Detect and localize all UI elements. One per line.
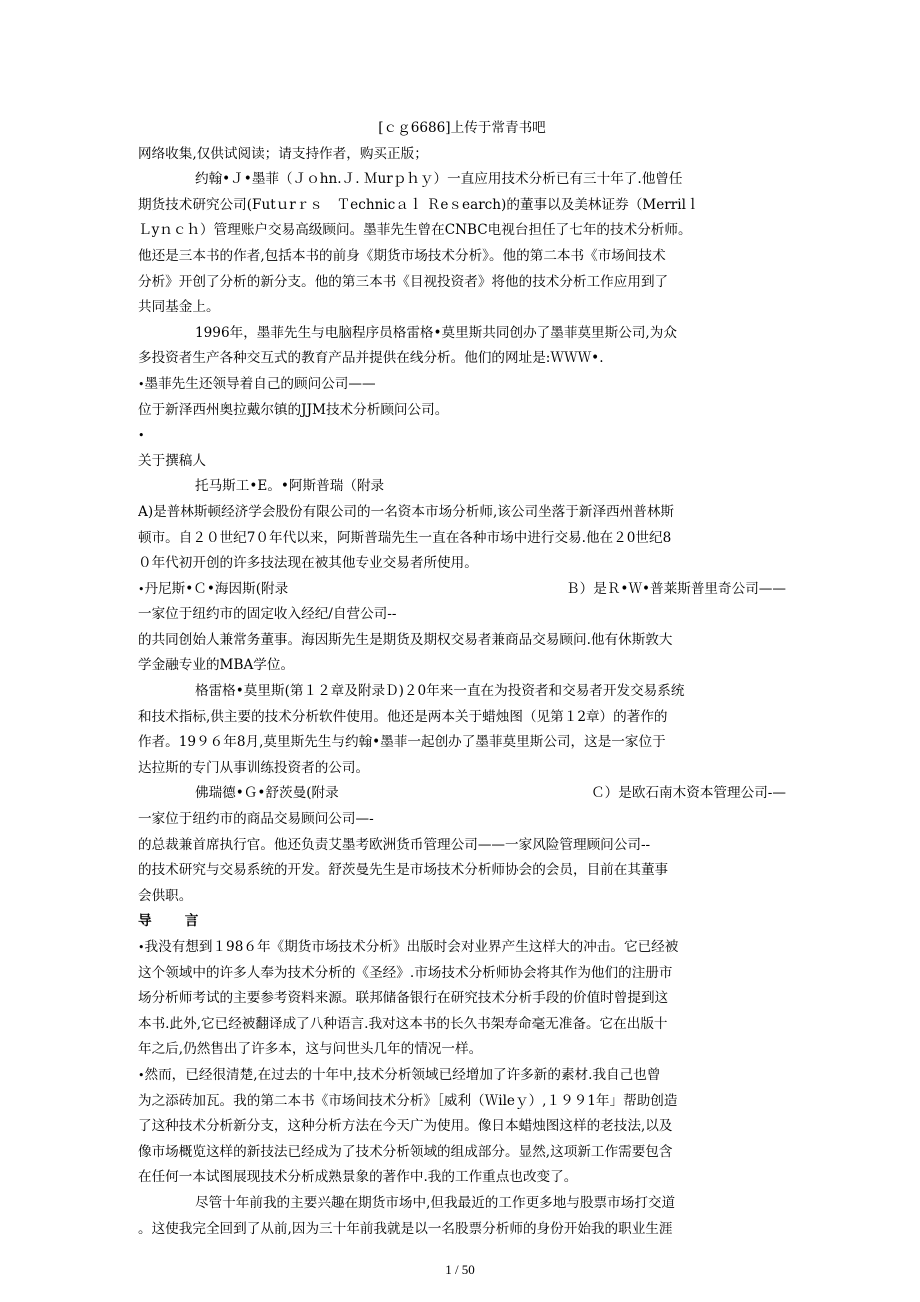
text-line: 多投资者生产各种交互式的教育产品并提供在线分析。他们的网址是:ＷＷＷ•. — [138, 350, 604, 367]
empty-bullet-line — [138, 423, 786, 449]
text-line: 尽管十年前我的主要兴趣在期货市场中,但我最近的工作更多地与股票市场打交道 — [195, 1194, 676, 1211]
text-line: 顿市。自２０世纪7０年代以来，阿斯普瑞先生一直在各种市场中进行交易.他在２0世纪8 — [138, 529, 672, 546]
text-line: 的技术研究与交易系统的开发。舒茨曼先生是市场技术分析师协会的会员，目前在其董事 — [138, 862, 669, 879]
text-line — [138, 781, 786, 807]
intro-heading: 导 言 — [138, 913, 201, 930]
text-line — [138, 372, 786, 398]
text-line: 格雷格•莫里斯(第１２章及附录Ｄ)２0年来一直在为投资者和交易者开发交易系统 — [195, 683, 685, 700]
text-line: 会供职。 — [138, 887, 193, 904]
text-line: 位于新泽西州奥拉戴尔镇的JJM技术分析顾问公司。 — [138, 401, 449, 418]
text-line: 共同基金上。 — [138, 299, 220, 316]
text-line: 这个领域中的许多人奉为技术分析的《圣经》.市场技术分析师协会将其作为他们的注册市 — [138, 964, 673, 981]
text-line: Ｌyｎｃｈ）管理账户交易高级顾问。墨菲先生曾在CNBC电视台担任了七年的技术分析师。 — [138, 222, 692, 239]
text-span: 然而，已经很清楚,在过去的十年中,技术分析领域已经增加了许多新的素材.我自己也曾 — [144, 1066, 661, 1083]
text-line — [138, 935, 786, 961]
reading-notice: 网络收集,仅供试阅读；请支持作者，购买正版； — [138, 145, 428, 162]
text-span: 佛瑞德•Ｇ•舒茨曼(附录 — [195, 785, 339, 802]
upload-header: [ｃｇ6686]上传于常青书吧 — [378, 120, 546, 136]
text-line: 场分析师考试的主要参考资料来源。联邦储备银行在研究技术分析手段的价值时曾提到这 — [138, 990, 669, 1007]
text-line: A)是普林斯顿经济学会股份有限公司的一名资本市场分析师,该公司坐落于新泽西州普林斯 — [138, 503, 675, 520]
text-line: 分析》开创了分析的新分支。他的第三本书《目视投资者》将他的技术分析工作应用到了 — [138, 273, 669, 290]
text-line: 学金融专业的MBA学位。 — [138, 657, 295, 674]
text-line: 作者。19９６年8月,莫里斯先生与约翰•墨菲一起创办了墨菲莫里斯公司，这是一家位于 — [138, 734, 666, 751]
text-line: 约翰•Ｊ•墨菲（Ｊｏhn.Ｊ. Ｍurｐｈｙ）一直应用技术分析已有三十年了.他曾任 — [195, 171, 683, 188]
document-body — [138, 116, 786, 1242]
text-line: 1996年，墨菲先生与电脑程序员格雷格•莫里斯共同创办了墨菲莫里斯公司,为众 — [195, 324, 677, 341]
text-line: 和技术指标,供主要的技术分析软件使用。他还是两本关于蜡烛图（见第１2章）的著作的 — [138, 708, 668, 725]
text-line: 一家位于纽约市的固定收入经纪/自营公司-- — [138, 606, 397, 623]
text-span — [138, 577, 288, 603]
text-line: 托马斯工•E。•阿斯普瑞（附录 — [195, 478, 385, 495]
text-line: 本书.此外,它已经被翻译成了八种语言.我对这本书的长久书架寿命毫无准备。它在出版十 — [138, 1015, 668, 1032]
contributors-title: 关于撰稿人 — [138, 452, 206, 469]
text-line: 期货技术研究公司(Futｕrｒｓ Ｔechnicａｌ Ｒeｓearch)的董事以及美林证券（Merrilｌ — [138, 196, 700, 213]
text-line: 一家位于纽约市的商品交易顾问公司—- — [138, 811, 374, 828]
text-span: 墨菲先生还领导着自己的顾问公司—— — [144, 375, 376, 392]
text-line: 为之添砖加瓦。我的第二本书《市场间技术分析》［威利（Ｗileｙ）,１９９1年」帮助创造 — [138, 1092, 678, 1109]
text-line: 他还是三本书的作者,包括本书的前身《期货市场技术分析》。他的第二本书《市场间技术 — [138, 247, 666, 264]
text-line: 年之后,仍然售出了许多本，这与问世头几年的情况一样。 — [138, 1041, 483, 1058]
text-line: 。这使我完全回到了从前,因为三十年前我就是以一名股票分析师的身份开始我的职业生涯 — [138, 1220, 673, 1237]
page-number: 1 / 50 — [445, 1262, 475, 1277]
text-line — [138, 577, 786, 603]
text-line: ０年代初开创的许多技法现在被其他专业交易者所使用。 — [138, 555, 478, 572]
text-line: 达拉斯的专门从事训练投资者的公司。 — [138, 759, 370, 776]
bullet-mark: • — [138, 429, 145, 443]
bullet-mark: • — [138, 941, 145, 954]
text-line: 的共同创始人兼常务董事。海因斯先生是期货及期权交易者兼商品交易顾问.他有休斯敦大 — [138, 631, 673, 648]
bullet-mark: • — [138, 582, 145, 596]
text-span: 丹尼斯•Ｃ•海因斯(附录 — [144, 580, 289, 597]
bullet-mark: • — [138, 1068, 145, 1082]
text-line: 了这种技术分析新分支，这种分析方法在今天广为使用。像日本蜡烛图这样的老技法,以及 — [138, 1118, 673, 1135]
text-line — [138, 1063, 786, 1089]
bullet-mark: • — [138, 377, 145, 391]
text-line: 的总裁兼首席执行官。他还负责艾墨考欧洲货币管理公司——一家风险管理顾问公司-- — [138, 836, 651, 853]
text-line: 在任何一本试图展现技术分析成熟景象的著作中.我的工作重点也改变了。 — [138, 1169, 578, 1186]
text-span: 我没有想到１98６年《期货市场技术分析》出版时会对业界产生这样大的冲击。它已经被 — [144, 939, 679, 955]
text-line: 像市场概览这样的新技法已经成为了技术分析领域的组成部分。显然,这项新工作需要包含 — [138, 1143, 673, 1160]
text-span: Ｂ）是Ｒ•Ｗ•普莱斯普里奇公司—— — [566, 580, 786, 597]
text-span: Ｃ）是欧石南木资本管理公司-— — [591, 785, 786, 802]
